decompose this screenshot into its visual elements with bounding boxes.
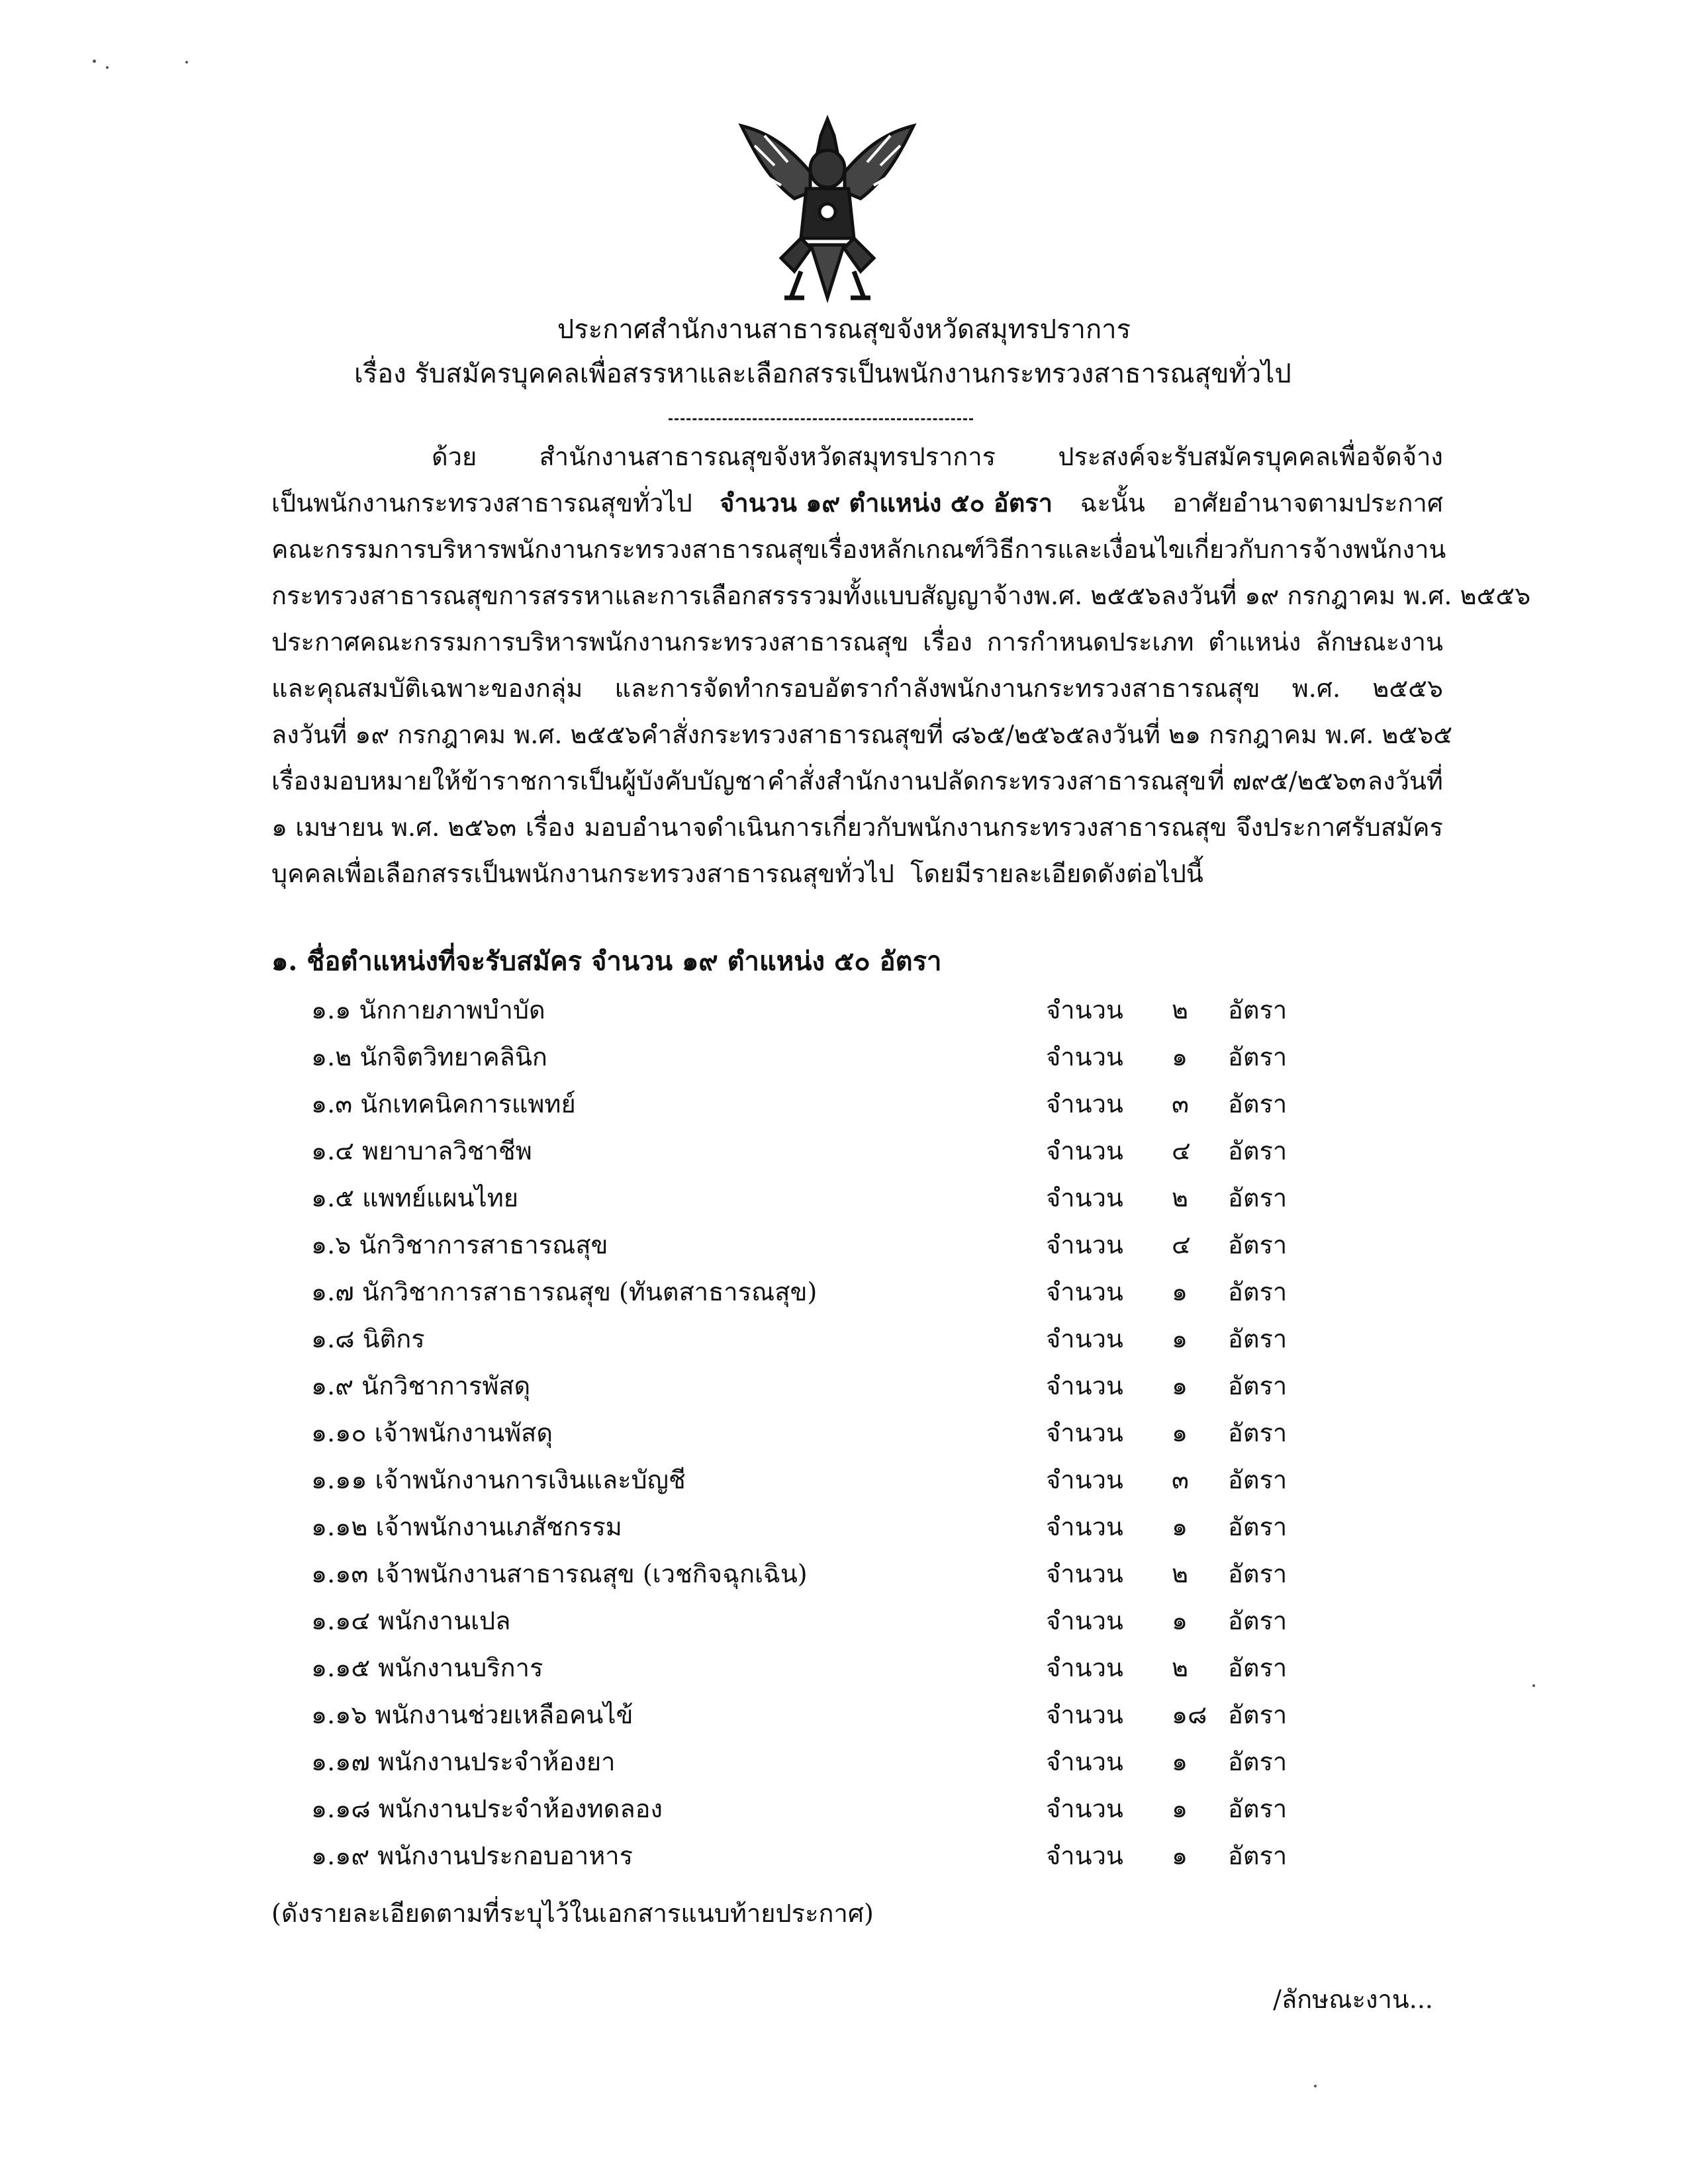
body-line: ประกาศคณะกรรมการบริหารพนักงานกระทรวงสาธารณสุข เรื่อง การกำหนดประเภท ตำแหน่ง ลักษณะงาน — [271, 627, 1443, 657]
list-item: ๑.๑๒ เจ้าพนักงานเภสัชกรรม จำนวน ๑ อัตรา — [311, 1512, 1288, 1541]
body-line: และคุณสมบัติเฉพาะของกลุ่ม และการจัดทำกรอบอัตรากำลังพนักงานกระทรวงสาธารณสุข พ.ศ. ๒๕๕๖ — [271, 674, 1443, 703]
list-item: ๑.๑๑ เจ้าพนักงานการเงินและบัญชี จำนวน ๓ อัตรา — [311, 1465, 1288, 1494]
list-item: ๑.๑๔ พนักงานเปล จำนวน ๑ อัตรา — [311, 1606, 1288, 1635]
list-item: ๑.๑๗ พนักงานประจำห้องยา จำนวน ๑ อัตรา — [311, 1747, 1288, 1776]
body-line: เป็นพนักงานกระทรวงสาธารณสุขทั่วไป จำนวน ๑๙ ตำแหน่ง ๕๐ อัตรา ฉะนั้น อาศัยอำนาจตามประกาศ — [271, 488, 1443, 518]
header-divider — [669, 418, 973, 420]
garuda-emblem-icon — [728, 106, 927, 318]
scan-speck — [1532, 1684, 1535, 1687]
body-paragraph — [271, 433, 1531, 897]
list-item: ๑.๓ นักเทคนิคการแพทย์ จำนวน ๓ อัตรา — [311, 1089, 1288, 1118]
scan-speck — [1314, 2085, 1317, 2087]
list-item: ๑.๑๓ เจ้าพนักงานสาธารณสุข (เวชกิจฉุกเฉิน) จำนวน ๒ อัตรา — [311, 1559, 1288, 1588]
body-line: ด้วย สำนักงานสาธารณสุขจังหวัดสมุทรปราการ ประสงค์จะรับสมัครบุคคลเพื่อจัดจ้าง — [432, 442, 1443, 471]
body-line: ๑ เมษายน พ.ศ. ๒๕๖๓ เรื่อง มอบอำนาจดำเนินการเกี่ยวกับพนักงานกระทรวงสาธารณสุข จึงประกาศรับสมัคร — [271, 813, 1443, 842]
list-item: ๑.๑๙ พนักงานประกอบอาหาร จำนวน ๑ อัตรา — [311, 1841, 1288, 1870]
body-line: คณะกรรมการบริหารพนักงานกระทรวงสาธารณสุข เรื่อง หลักเกณฑ์ วิธีการและเงื่อนไขเกี่ยวกับการจ้างพนักงาน — [271, 535, 1446, 564]
list-item: ๑.๑ นักกายภาพบำบัด จำนวน ๒ อัตรา — [311, 995, 1288, 1024]
body-line: ลงวันที่ ๑๙ กรกฎาคม พ.ศ. ๒๕๕๖ คำสั่งกระทรวงสาธารณสุข ที่ ๘๖๕/๒๕๖๕ ลงวันที่ ๒๑ กรกฎาคม พ.ศ. ๒๕๖๕ — [271, 720, 1453, 749]
scan-speck — [93, 60, 96, 63]
list-item: ๑.๑๐ เจ้าพนักงานพัสดุ จำนวน ๑ อัตรา — [311, 1418, 1288, 1447]
scan-speck — [106, 66, 109, 69]
positions-list — [311, 989, 1304, 1882]
section-1-heading: ๑. ชื่อตำแหน่งที่จะรับสมัคร จำนวน ๑๙ ตำแหน่ง ๕๐ อัตรา — [271, 946, 942, 977]
list-item: ๑.๘ นิติกร จำนวน ๑ อัตรา — [311, 1324, 1288, 1353]
list-item: ๑.๔ พยาบาลวิชาชีพ จำนวน ๔ อัตรา — [311, 1136, 1288, 1165]
list-item: ๑.๗ นักวิชาการสาธารณสุข (ทันตสาธารณสุข) จำนวน ๑ อัตรา — [311, 1277, 1288, 1306]
list-item: ๑.๒ นักจิตวิทยาคลินิก จำนวน ๑ อัตรา — [311, 1042, 1288, 1071]
page-continuation: /ลักษณะงาน... — [1273, 1985, 1433, 2014]
announcement-subject: เรื่อง รับสมัครบุคคลเพื่อสรรหาและเลือกสรรเป็นพนักงานกระทรวงสาธารณสุขทั่วไป — [354, 359, 1291, 389]
body-line: บุคคลเพื่อเลือกสรรเป็นพนักงานกระทรวงสาธารณสุขทั่วไป โดยมีรายละเอียดดังต่อไปนี้ — [271, 859, 1203, 888]
list-item: ๑.๑๕ พนักงานบริการ จำนวน ๒ อัตรา — [311, 1653, 1288, 1682]
body-line: เรื่อง มอบหมายให้ข้าราชการเป็นผู้บังคับบัญชา คำสั่งสำนักงานปลัดกระทรวงสาธารณสุข ที่ ๗๙๕/๒๕๖๓ ลงวันที่ — [271, 766, 1443, 796]
body-line: กระทรวงสาธารณสุข การสรรหาและการเลือกสรร รวมทั้งแบบสัญญาจ้าง พ.ศ. ๒๕๕๖ ลงวันที่ ๑๙ กรกฎาคม พ.ศ. ๒๕๕๖ — [271, 581, 1531, 610]
list-item: ๑.๑๖ พนักงานช่วยเหลือคนไข้ จำนวน ๑๘ อัตรา — [311, 1700, 1288, 1729]
list-item: ๑.๑๘ พนักงานประจำห้องทดลอง จำนวน ๑ อัตรา — [311, 1794, 1288, 1823]
list-item: ๑.๖ นักวิชาการสาธารณสุข จำนวน ๔ อัตรา — [311, 1230, 1288, 1259]
list-item: ๑.๙ นักวิชาการพัสดุ จำนวน ๑ อัตรา — [311, 1371, 1288, 1400]
announcement-title: ประกาศสำนักงานสาธารณสุขจังหวัดสมุทรปราการ — [557, 314, 1131, 345]
attachment-note: (ดังรายละเอียดตามที่ระบุไว้ในเอกสารแนบท้ายประกาศ) — [271, 1899, 874, 1928]
scan-speck — [185, 61, 188, 64]
list-item: ๑.๕ แพทย์แผนไทย จำนวน ๒ อัตรา — [311, 1183, 1288, 1212]
